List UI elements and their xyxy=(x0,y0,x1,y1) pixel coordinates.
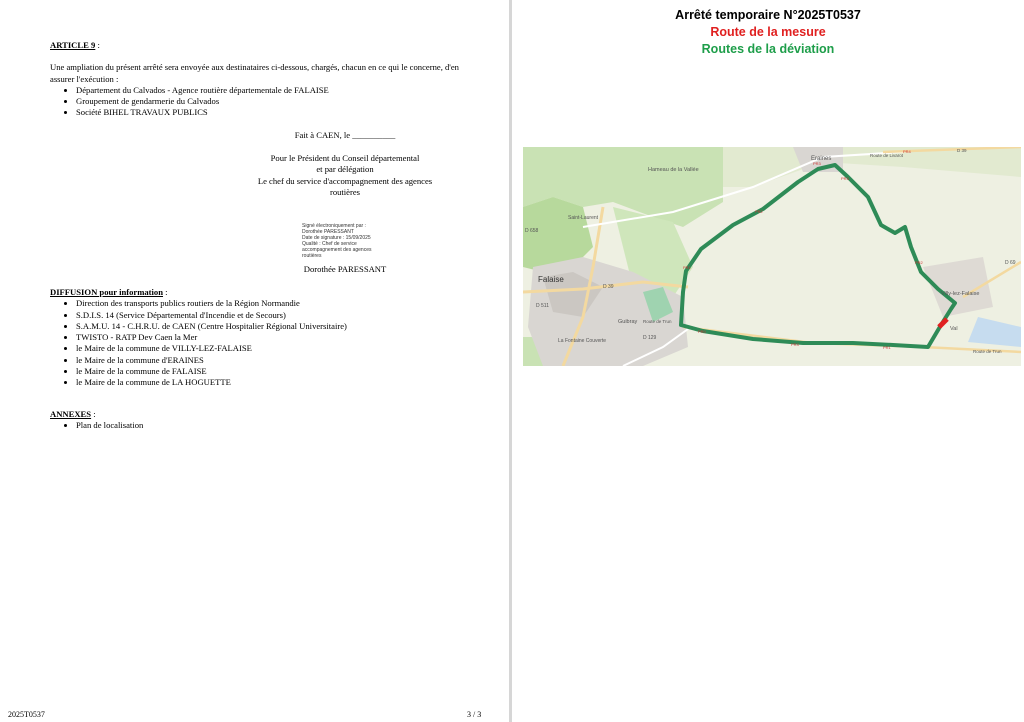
article-paragraph: Une ampliation du présent arrêté sera envoyée aux destinataires ci-dessous, chargés, chacun en ce qui le concerne, d'en assurer l'exécution : xyxy=(50,62,459,84)
electronic-signature-line: Signé électroniquement par : xyxy=(302,223,366,229)
road-tag: PR3 xyxy=(791,342,799,347)
map-label-d658: D 658 xyxy=(525,228,539,234)
diffusion-heading xyxy=(50,287,470,298)
list-item: • S.A.M.U. 14 - C.H.R.U. de CAEN (Centre Hospitalier Régional Universitaire) xyxy=(76,321,470,332)
annexes-section xyxy=(50,409,470,432)
legend-deviation: Routes de la déviation xyxy=(701,42,835,56)
list-item: • le Maire de la commune d'ERAINES xyxy=(76,355,470,366)
map-label-eraines: Eraines xyxy=(811,156,832,162)
map-label-d39-mid: D 39 xyxy=(603,284,614,290)
map-label-val: Val xyxy=(950,326,958,332)
list-item: • le Maire de la commune de FALAISE xyxy=(76,366,470,377)
list-item: • TWISTO - RATP Dev Caen la Mer xyxy=(76,332,470,343)
location-map-svg xyxy=(523,147,1021,366)
signature-line: Le chef du service d'accompagnement des agences xyxy=(257,175,433,186)
electronic-signature xyxy=(302,223,392,259)
diffusion-heading-text: DIFFUSION pour information xyxy=(50,287,164,297)
map-label-d39: D 39 xyxy=(957,148,967,153)
map-label-route-trun-2: Route de Trun xyxy=(973,349,1002,354)
map-label-la-fontaine: La Fontaine Couverte xyxy=(558,338,607,344)
article-heading-text: ARTICLE 9 xyxy=(50,40,96,50)
signature-titles xyxy=(120,153,509,198)
article-section xyxy=(50,40,470,119)
electronic-signature-line: Dorothée PARESSANT xyxy=(302,229,354,235)
map-label-hameau: Hameau de la Vallée xyxy=(648,167,699,173)
list-item: • Plan de localisation xyxy=(76,420,470,431)
list-item: • Direction des transports publics routiers de la Région Normandie xyxy=(76,298,470,309)
list-item: • le Maire de la commune de VILLY-LEZ-FALAISE xyxy=(76,343,470,354)
signature-line: routières xyxy=(329,186,361,197)
article-list xyxy=(50,85,470,119)
signature-line: et par délégation xyxy=(316,164,374,175)
list-item: • Département du Calvados - Agence routière départementale de FALAISE xyxy=(76,85,470,96)
fait-line: Fait à CAEN, le __________ xyxy=(294,130,396,140)
electronic-signature-line: accompagnement des agences xyxy=(302,247,372,253)
footer-reference: 2025T0537 xyxy=(8,710,45,719)
road-tag: PR1 xyxy=(883,345,891,350)
road-tag: PR2 xyxy=(755,209,763,214)
document-page-right xyxy=(512,0,1024,722)
map-label-falaise: Falaise xyxy=(538,275,564,284)
electronic-signature-line: routières xyxy=(302,253,322,259)
list-item: • Groupement de gendarmerie du Calvados xyxy=(76,96,470,107)
map-label-d69: D 69 xyxy=(1005,260,1016,266)
list-item: • S.D.I.S. 14 (Service Départemental d'Incendie et de Secours) xyxy=(76,310,470,321)
article-heading xyxy=(50,40,470,51)
annexes-heading-text: ANNEXES xyxy=(50,409,92,419)
road-tag: PR4 xyxy=(903,149,911,154)
road-tag: PR0 xyxy=(698,329,706,334)
arrete-title: Arrêté temporaire N°2025T0537 xyxy=(675,8,861,22)
map-label-villy: Villy-lez-Falaise xyxy=(941,291,980,297)
map-label-d511: D 511 xyxy=(536,303,549,309)
road-tag: PR3 xyxy=(841,176,849,181)
diffusion-list xyxy=(50,298,470,388)
signature-block xyxy=(120,130,509,141)
road-tag: PR3 xyxy=(813,161,821,166)
signatory-name: Dorothée PARESSANT xyxy=(303,264,387,274)
road-tag: PR1 xyxy=(683,265,691,270)
diffusion-heading-suffix: : xyxy=(163,287,168,297)
diffusion-section xyxy=(50,287,470,389)
legend-mesure: Route de la mesure xyxy=(710,25,826,39)
article-heading-suffix: : xyxy=(95,40,100,50)
signature-line: Pour le Président du Conseil départemental xyxy=(270,153,420,163)
map-label-guibray: Guibray xyxy=(618,319,638,325)
annexes-list xyxy=(50,420,470,431)
footer-page-number: 3 / 3 xyxy=(467,710,482,719)
electronic-signature-line: Date de signature : 15/09/2025 xyxy=(302,235,371,241)
map-label-route-trun: Route de Trun xyxy=(643,319,672,324)
list-item: • le Maire de la commune de LA HOGUETTE xyxy=(76,377,470,388)
map-label-saint-laurent: Saint-Laurent xyxy=(568,215,599,221)
list-item: • Société BIHEL TRAVAUX PUBLICS xyxy=(76,107,470,118)
annexes-heading xyxy=(50,409,470,420)
location-map xyxy=(523,147,1021,366)
document-page-left xyxy=(0,0,509,722)
map-label-route-livarot: Route de Livarot xyxy=(870,153,904,158)
electronic-signature-line: Qualité : Chef de service xyxy=(302,241,357,247)
annexes-heading-suffix: : xyxy=(91,409,96,419)
road-tag: PR2 xyxy=(915,260,923,265)
map-label-d129: D 129 xyxy=(643,335,657,341)
